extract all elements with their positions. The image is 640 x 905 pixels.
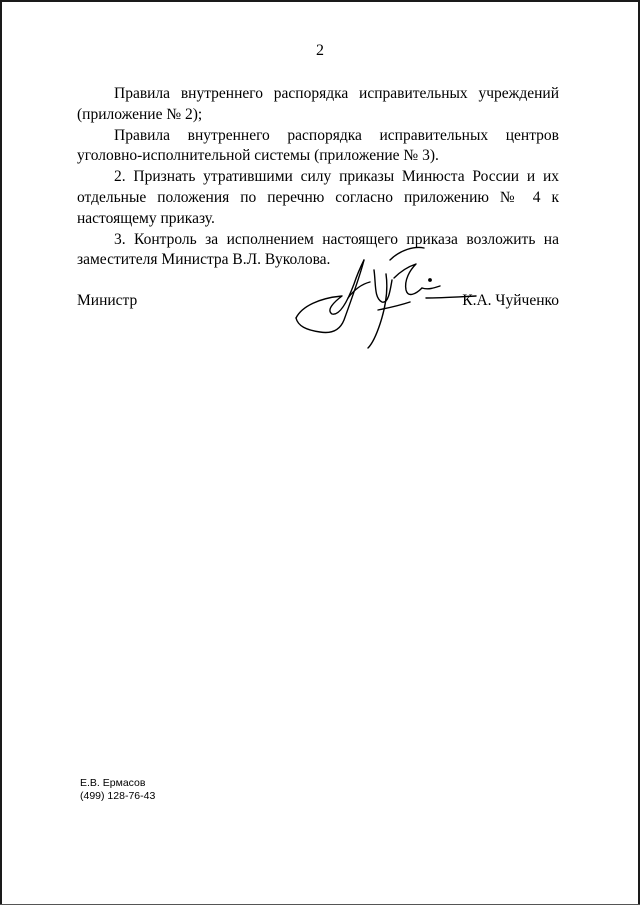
scan-edge-left	[0, 0, 2, 905]
page-number: 2	[316, 42, 324, 59]
paragraph-rules-correctional-institutions: Правила внутреннего распорядка исправительных учреждений (приложение № 2);	[77, 85, 559, 123]
executor-phone: (499) 128-76-43	[80, 790, 156, 802]
signer-name: К.А. Чуйченко	[462, 292, 559, 309]
executor-contact	[80, 777, 155, 803]
paragraph-control-assignment: 3. Контроль за исполнением настоящего приказа возложить на заместителя Министра В.Л. Вуколова.	[77, 230, 559, 269]
handwritten-signature	[290, 240, 480, 350]
paragraph-rules-correctional-centers: Правила внутреннего распорядка исправительных центров уголовно-исполнительной системы (приложение № 3).	[77, 126, 559, 165]
paragraph-repeal-orders: 2. Признать утратившими силу приказы Минюста России и их отдельные положения по перечню согласно приложению № 4 к настоящему приказу.	[77, 168, 559, 227]
scan-edge-top	[0, 0, 640, 2]
executor-name: Е.В. Ермасов	[80, 777, 146, 789]
signer-title: Министр	[77, 292, 138, 309]
